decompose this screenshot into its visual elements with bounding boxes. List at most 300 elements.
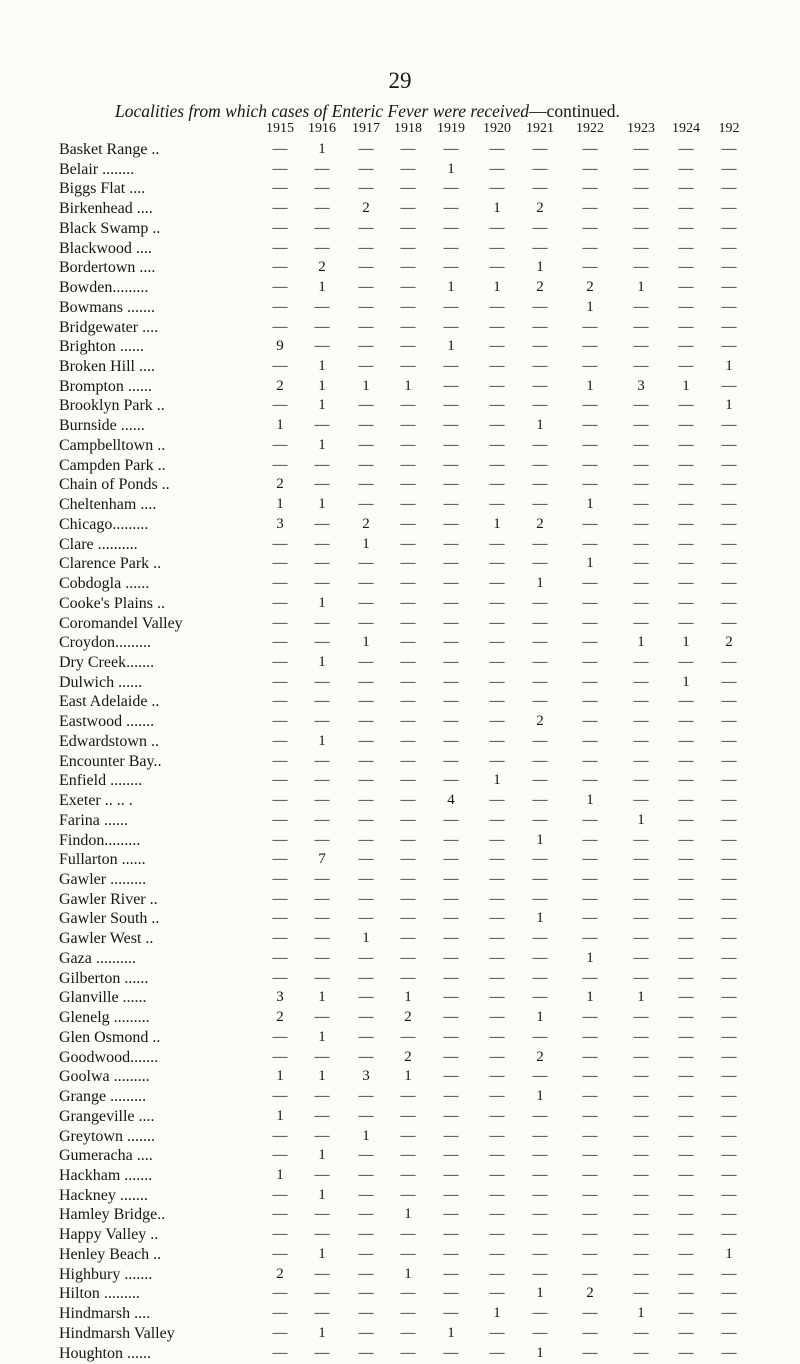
case-count-cell: — bbox=[358, 1324, 374, 1341]
case-count-cell: 1 bbox=[404, 1265, 412, 1282]
case-count-cell: — bbox=[678, 713, 694, 730]
locality-name: Gumeracha .... bbox=[59, 1147, 153, 1165]
case-count-cell: 1 bbox=[447, 338, 455, 355]
case-count-cell: — bbox=[400, 653, 416, 670]
locality-name: Findon......... bbox=[59, 831, 141, 849]
case-count-cell: — bbox=[443, 1068, 459, 1085]
case-count-cell: — bbox=[633, 358, 649, 375]
case-count-cell: — bbox=[582, 1265, 598, 1282]
case-count-cell: — bbox=[400, 1028, 416, 1045]
case-count-cell: — bbox=[721, 693, 737, 710]
case-count-cell: — bbox=[358, 1285, 374, 1302]
case-count-cell: — bbox=[532, 358, 548, 375]
case-count-cell: — bbox=[721, 989, 737, 1006]
locality-name: Dry Creek....... bbox=[59, 653, 155, 671]
case-count-cell: — bbox=[489, 358, 505, 375]
locality-name: Gawler River .. bbox=[59, 890, 158, 908]
case-count-cell: — bbox=[532, 673, 548, 690]
table-row bbox=[0, 1185, 800, 1206]
table-row bbox=[0, 632, 800, 653]
case-count-cell: — bbox=[489, 1265, 505, 1282]
case-count-cell: 2 bbox=[536, 279, 544, 296]
case-count-cell: — bbox=[532, 1226, 548, 1243]
case-count-cell: — bbox=[400, 594, 416, 611]
case-count-cell: 1 bbox=[362, 634, 370, 651]
case-count-cell: — bbox=[314, 1127, 330, 1144]
case-count-cell: — bbox=[532, 989, 548, 1006]
case-count-cell: — bbox=[582, 890, 598, 907]
case-count-cell: 2 bbox=[276, 377, 284, 394]
case-count-cell: — bbox=[633, 792, 649, 809]
case-count-cell: — bbox=[314, 969, 330, 986]
table-row bbox=[0, 1343, 800, 1364]
case-count-cell: 1 bbox=[536, 575, 544, 592]
case-count-cell: 1 bbox=[536, 1344, 544, 1361]
case-count-cell: — bbox=[532, 752, 548, 769]
case-count-cell: — bbox=[358, 1265, 374, 1282]
case-count-cell: 1 bbox=[318, 1186, 326, 1203]
case-count-cell: — bbox=[443, 555, 459, 572]
case-count-cell: — bbox=[400, 1245, 416, 1262]
case-count-cell: — bbox=[633, 594, 649, 611]
case-count-cell: — bbox=[358, 575, 374, 592]
case-count-cell: 1 bbox=[318, 989, 326, 1006]
case-count-cell: — bbox=[443, 1048, 459, 1065]
case-count-cell: — bbox=[443, 594, 459, 611]
case-count-cell: — bbox=[272, 1245, 288, 1262]
case-count-cell: — bbox=[272, 831, 288, 848]
case-count-cell: — bbox=[582, 1166, 598, 1183]
case-count-cell: — bbox=[721, 930, 737, 947]
case-count-cell: — bbox=[272, 752, 288, 769]
case-count-cell: 1 bbox=[536, 417, 544, 434]
case-count-cell: — bbox=[532, 377, 548, 394]
case-count-cell: — bbox=[582, 772, 598, 789]
case-count-cell: — bbox=[400, 1285, 416, 1302]
case-count-cell: — bbox=[532, 792, 548, 809]
case-count-cell: — bbox=[532, 436, 548, 453]
case-count-cell: — bbox=[400, 160, 416, 177]
case-count-cell: — bbox=[582, 831, 598, 848]
case-count-cell: — bbox=[443, 200, 459, 217]
case-count-cell: — bbox=[272, 772, 288, 789]
case-count-cell: 1 bbox=[318, 1245, 326, 1262]
case-count-cell: — bbox=[633, 219, 649, 236]
case-count-cell: — bbox=[400, 1186, 416, 1203]
case-count-cell: — bbox=[272, 160, 288, 177]
case-count-cell: — bbox=[314, 1285, 330, 1302]
case-count-cell: — bbox=[443, 298, 459, 315]
case-count-cell: — bbox=[721, 575, 737, 592]
table-row bbox=[0, 257, 800, 278]
case-count-cell: — bbox=[443, 1245, 459, 1262]
case-count-cell: — bbox=[314, 949, 330, 966]
case-count-cell: — bbox=[678, 1028, 694, 1045]
locality-name: Cobdogla ...... bbox=[59, 575, 150, 593]
case-count-cell: — bbox=[358, 1166, 374, 1183]
case-count-cell: — bbox=[678, 614, 694, 631]
case-count-cell: — bbox=[443, 1265, 459, 1282]
case-count-cell: — bbox=[489, 1068, 505, 1085]
case-count-cell: — bbox=[633, 772, 649, 789]
case-count-cell: — bbox=[582, 397, 598, 414]
case-count-cell: — bbox=[400, 239, 416, 256]
case-count-cell: — bbox=[443, 890, 459, 907]
case-count-cell: — bbox=[633, 1127, 649, 1144]
locality-name: Hindmarsh Valley bbox=[59, 1324, 175, 1342]
year-header: 1923 bbox=[627, 121, 655, 136]
case-count-cell: — bbox=[721, 180, 737, 197]
case-count-cell: — bbox=[721, 772, 737, 789]
case-count-cell: — bbox=[678, 871, 694, 887]
case-count-cell: — bbox=[678, 200, 694, 217]
case-count-cell: — bbox=[314, 1048, 330, 1065]
case-count-cell: — bbox=[358, 160, 374, 177]
case-count-cell: — bbox=[489, 614, 505, 631]
case-count-cell: — bbox=[532, 141, 548, 157]
case-count-cell: — bbox=[400, 219, 416, 236]
case-count-cell: — bbox=[678, 575, 694, 592]
case-count-cell: — bbox=[532, 180, 548, 197]
case-count-cell: — bbox=[532, 298, 548, 315]
case-count-cell: — bbox=[582, 930, 598, 947]
case-count-cell: — bbox=[532, 772, 548, 789]
case-count-cell: — bbox=[358, 772, 374, 789]
case-count-cell: — bbox=[272, 890, 288, 907]
case-count-cell: — bbox=[443, 436, 459, 453]
locality-name: Cheltenham .... bbox=[59, 496, 157, 514]
case-count-cell: — bbox=[532, 555, 548, 572]
case-count-cell: — bbox=[489, 377, 505, 394]
case-count-cell: — bbox=[272, 358, 288, 375]
case-count-cell: — bbox=[358, 1186, 374, 1203]
case-count-cell: — bbox=[489, 1107, 505, 1124]
locality-name: Enfield ........ bbox=[59, 772, 143, 790]
case-count-cell: 1 bbox=[725, 358, 733, 375]
case-count-cell: — bbox=[582, 160, 598, 177]
case-count-cell: 1 bbox=[318, 496, 326, 513]
case-count-cell: — bbox=[532, 871, 548, 887]
locality-name: Croydon......... bbox=[59, 634, 151, 652]
case-count-cell: — bbox=[443, 141, 459, 157]
case-count-cell: — bbox=[400, 792, 416, 809]
case-count-cell: — bbox=[721, 1226, 737, 1243]
case-count-cell: — bbox=[532, 693, 548, 710]
case-count-cell: — bbox=[358, 1226, 374, 1243]
table-row bbox=[0, 356, 800, 377]
case-count-cell: — bbox=[272, 298, 288, 315]
case-count-cell: — bbox=[400, 436, 416, 453]
case-count-cell: — bbox=[721, 298, 737, 315]
table-heading bbox=[115, 101, 620, 122]
locality-name: Brighton ...... bbox=[59, 338, 144, 356]
case-count-cell: — bbox=[443, 1088, 459, 1105]
case-count-cell: — bbox=[678, 1344, 694, 1361]
case-count-cell: — bbox=[582, 436, 598, 453]
locality-name: Broken Hill .... bbox=[59, 358, 155, 376]
case-count-cell: — bbox=[272, 555, 288, 572]
case-count-cell: — bbox=[314, 535, 330, 552]
case-count-cell: — bbox=[633, 318, 649, 335]
table-row bbox=[0, 1066, 800, 1087]
case-count-cell: — bbox=[400, 614, 416, 631]
case-count-cell: — bbox=[314, 160, 330, 177]
table-row bbox=[0, 731, 800, 752]
case-count-cell: — bbox=[633, 555, 649, 572]
case-count-cell: — bbox=[633, 417, 649, 434]
case-count-cell: — bbox=[721, 871, 737, 887]
case-count-cell: — bbox=[678, 436, 694, 453]
case-count-cell: — bbox=[272, 318, 288, 335]
locality-name: Hackney ....... bbox=[59, 1186, 148, 1204]
table-row bbox=[0, 494, 800, 515]
case-count-cell: — bbox=[443, 1009, 459, 1026]
locality-name: Hilton ......... bbox=[59, 1285, 140, 1303]
case-count-cell: — bbox=[721, 1166, 737, 1183]
case-count-cell: — bbox=[272, 180, 288, 197]
table-row bbox=[0, 711, 800, 732]
case-count-cell: — bbox=[678, 535, 694, 552]
case-count-cell: — bbox=[358, 1305, 374, 1322]
case-count-cell: — bbox=[633, 653, 649, 670]
locality-name: Henley Beach .. bbox=[59, 1245, 162, 1263]
case-count-cell: — bbox=[400, 279, 416, 296]
case-count-cell: — bbox=[532, 160, 548, 177]
case-count-cell: — bbox=[721, 141, 737, 157]
case-count-cell: — bbox=[272, 1226, 288, 1243]
case-count-cell: — bbox=[400, 476, 416, 493]
case-count-cell: — bbox=[443, 811, 459, 828]
case-count-cell: — bbox=[400, 141, 416, 157]
case-count-cell: — bbox=[272, 436, 288, 453]
case-count-cell: — bbox=[443, 476, 459, 493]
case-count-cell: 1 bbox=[586, 298, 594, 315]
case-count-cell: 1 bbox=[318, 653, 326, 670]
case-count-cell: — bbox=[489, 930, 505, 947]
case-count-cell: — bbox=[358, 496, 374, 513]
case-count-cell: 1 bbox=[276, 496, 284, 513]
case-count-cell: — bbox=[633, 338, 649, 355]
case-count-cell: — bbox=[633, 752, 649, 769]
case-count-cell: — bbox=[582, 1127, 598, 1144]
case-count-cell: — bbox=[678, 515, 694, 532]
case-count-cell: — bbox=[400, 713, 416, 730]
case-count-cell: — bbox=[314, 1009, 330, 1026]
case-count-cell: — bbox=[400, 456, 416, 473]
case-count-cell: — bbox=[721, 1028, 737, 1045]
case-count-cell: — bbox=[678, 279, 694, 296]
case-count-cell: — bbox=[633, 476, 649, 493]
case-count-cell: — bbox=[678, 219, 694, 236]
locality-name: Clare .......... bbox=[59, 535, 138, 553]
case-count-cell: — bbox=[489, 1048, 505, 1065]
table-row bbox=[0, 415, 800, 436]
case-count-cell: — bbox=[314, 180, 330, 197]
locality-name: Happy Valley .. bbox=[59, 1226, 159, 1244]
case-count-cell: — bbox=[400, 693, 416, 710]
case-count-cell: 1 bbox=[362, 377, 370, 394]
table-row bbox=[0, 376, 800, 397]
case-count-cell: — bbox=[532, 496, 548, 513]
case-count-cell: 1 bbox=[536, 910, 544, 927]
table-row bbox=[0, 553, 800, 574]
case-count-cell: — bbox=[358, 1009, 374, 1026]
case-count-cell: 2 bbox=[276, 1265, 284, 1282]
case-count-cell: — bbox=[489, 871, 505, 887]
case-count-cell: — bbox=[582, 910, 598, 927]
locality-name: Goolwa ......... bbox=[59, 1068, 150, 1086]
case-count-cell: — bbox=[314, 239, 330, 256]
case-count-cell: 1 bbox=[318, 594, 326, 611]
case-count-cell: — bbox=[489, 851, 505, 868]
case-count-cell: — bbox=[582, 1147, 598, 1164]
case-count-cell: — bbox=[443, 871, 459, 887]
case-count-cell: — bbox=[489, 653, 505, 670]
table-row bbox=[0, 238, 800, 259]
case-count-cell: 1 bbox=[276, 417, 284, 434]
case-count-cell: — bbox=[443, 673, 459, 690]
case-count-cell: — bbox=[358, 969, 374, 986]
case-count-cell: — bbox=[400, 535, 416, 552]
case-count-cell: 1 bbox=[682, 634, 690, 651]
case-count-cell: 1 bbox=[276, 1107, 284, 1124]
case-count-cell: — bbox=[633, 1166, 649, 1183]
locality-name: Highbury ....... bbox=[59, 1265, 153, 1283]
case-count-cell: — bbox=[443, 693, 459, 710]
case-count-cell: — bbox=[272, 949, 288, 966]
case-count-cell: — bbox=[633, 732, 649, 749]
case-count-cell: — bbox=[358, 713, 374, 730]
case-count-cell: — bbox=[532, 1265, 548, 1282]
case-count-cell: — bbox=[633, 515, 649, 532]
case-count-cell: — bbox=[358, 476, 374, 493]
case-count-cell: — bbox=[314, 575, 330, 592]
case-count-cell: — bbox=[489, 456, 505, 473]
case-count-cell: — bbox=[272, 1305, 288, 1322]
case-count-cell: — bbox=[272, 239, 288, 256]
case-count-cell: — bbox=[582, 1186, 598, 1203]
case-count-cell: — bbox=[678, 653, 694, 670]
case-count-cell: — bbox=[314, 713, 330, 730]
case-count-cell: — bbox=[358, 180, 374, 197]
case-count-cell: — bbox=[443, 515, 459, 532]
case-count-cell: — bbox=[400, 1324, 416, 1341]
case-count-cell: 1 bbox=[586, 989, 594, 1006]
case-count-cell: — bbox=[443, 989, 459, 1006]
case-count-cell: — bbox=[272, 397, 288, 414]
table-row bbox=[0, 1264, 800, 1285]
case-count-cell: — bbox=[633, 200, 649, 217]
case-count-cell: 1 bbox=[586, 377, 594, 394]
case-count-cell: — bbox=[400, 417, 416, 434]
locality-name: Encounter Bay.. bbox=[59, 752, 162, 770]
case-count-cell: 1 bbox=[637, 989, 645, 1006]
case-count-cell: — bbox=[489, 594, 505, 611]
case-count-cell: 2 bbox=[318, 259, 326, 276]
page-number: 29 bbox=[388, 68, 412, 93]
case-count-cell: — bbox=[633, 259, 649, 276]
case-count-cell: — bbox=[678, 792, 694, 809]
case-count-cell: — bbox=[721, 496, 737, 513]
case-count-cell: — bbox=[678, 949, 694, 966]
case-count-cell: — bbox=[314, 673, 330, 690]
case-count-cell: — bbox=[443, 219, 459, 236]
case-count-cell: — bbox=[400, 298, 416, 315]
table-row bbox=[0, 1283, 800, 1304]
case-count-cell: — bbox=[721, 1206, 737, 1223]
case-count-cell: — bbox=[272, 634, 288, 651]
case-count-cell: — bbox=[272, 871, 288, 887]
case-count-cell: — bbox=[582, 653, 598, 670]
case-count-cell: — bbox=[633, 1147, 649, 1164]
case-count-cell: — bbox=[443, 1285, 459, 1302]
case-count-cell: — bbox=[272, 200, 288, 217]
case-count-cell: — bbox=[358, 141, 374, 157]
case-count-cell: — bbox=[400, 1166, 416, 1183]
table-row bbox=[0, 1027, 800, 1048]
case-count-cell: — bbox=[358, 1344, 374, 1361]
case-count-cell: — bbox=[314, 792, 330, 809]
case-count-cell: — bbox=[633, 456, 649, 473]
case-count-cell: — bbox=[532, 535, 548, 552]
table-row bbox=[0, 1165, 800, 1186]
case-count-cell: — bbox=[532, 1206, 548, 1223]
case-count-cell: — bbox=[443, 1147, 459, 1164]
case-count-cell: — bbox=[532, 732, 548, 749]
case-count-cell: — bbox=[314, 831, 330, 848]
case-count-cell: — bbox=[489, 673, 505, 690]
table-row bbox=[0, 317, 800, 338]
case-count-cell: 1 bbox=[637, 811, 645, 828]
year-header: 1919 bbox=[437, 121, 465, 136]
locality-name: Eastwood ....... bbox=[59, 713, 155, 731]
table-row bbox=[0, 770, 800, 791]
case-count-cell: — bbox=[532, 614, 548, 631]
locality-name: Bowmans ....... bbox=[59, 298, 155, 316]
case-count-cell: — bbox=[272, 1127, 288, 1144]
case-count-cell: — bbox=[582, 456, 598, 473]
case-count-cell: — bbox=[272, 930, 288, 947]
case-count-cell: — bbox=[582, 219, 598, 236]
case-count-cell: — bbox=[582, 1107, 598, 1124]
case-count-cell: 2 bbox=[725, 634, 733, 651]
table-row bbox=[0, 790, 800, 811]
case-count-cell: — bbox=[443, 239, 459, 256]
table-row bbox=[0, 336, 800, 357]
table-row bbox=[0, 218, 800, 239]
locality-name: Goodwood....... bbox=[59, 1048, 159, 1066]
case-count-cell: — bbox=[678, 1186, 694, 1203]
case-count-cell: 1 bbox=[682, 377, 690, 394]
case-count-cell: — bbox=[582, 259, 598, 276]
case-count-cell: — bbox=[400, 890, 416, 907]
locality-name: Glenelg ......... bbox=[59, 1009, 150, 1027]
case-count-cell: — bbox=[532, 1068, 548, 1085]
case-count-cell: — bbox=[443, 1166, 459, 1183]
case-count-cell: — bbox=[489, 910, 505, 927]
case-count-cell: — bbox=[678, 851, 694, 868]
case-count-cell: — bbox=[272, 1028, 288, 1045]
case-count-cell: — bbox=[721, 851, 737, 868]
case-count-cell: — bbox=[272, 279, 288, 296]
table-row bbox=[0, 928, 800, 949]
case-count-cell: — bbox=[678, 811, 694, 828]
case-count-cell: — bbox=[582, 200, 598, 217]
case-count-cell: — bbox=[582, 1048, 598, 1065]
case-count-cell: — bbox=[532, 239, 548, 256]
case-count-cell: — bbox=[532, 476, 548, 493]
table-row bbox=[0, 159, 800, 180]
